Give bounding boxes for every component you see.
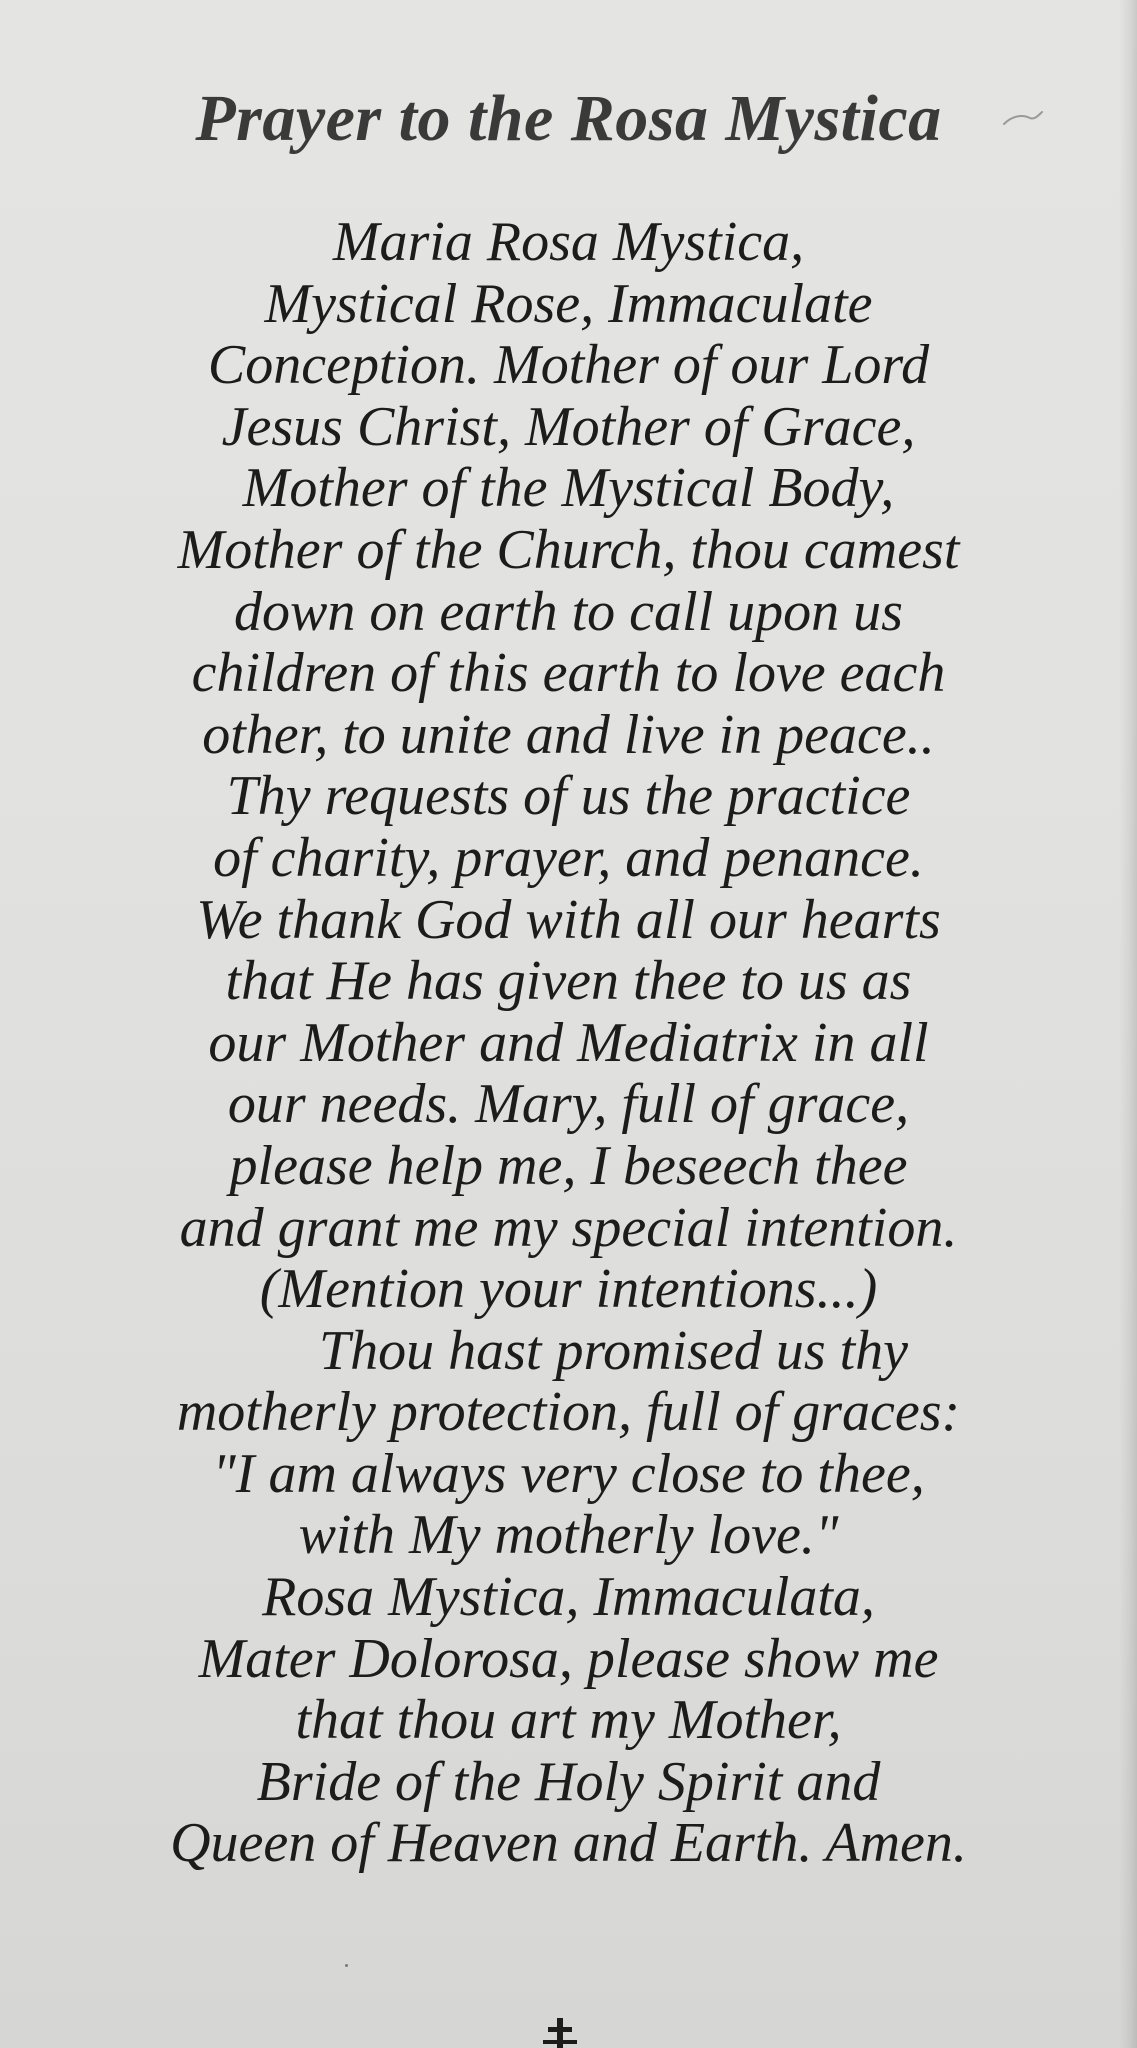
prayer-line: (Mention your intentions...) [259, 1258, 878, 1321]
prayer-line: Thy requests of us the practice [226, 765, 911, 828]
prayer-line: our needs. Mary, full of grace, [227, 1073, 910, 1136]
prayer-line: down on earth to call upon us [234, 580, 903, 643]
prayer-line: Mater Dolorosa, please show me [198, 1627, 939, 1690]
prayer-line: Maria Rosa Mystica, [332, 211, 805, 273]
prayer-line: motherly protection, full of graces: [176, 1381, 961, 1444]
prayer-line: Mother of the Church, thou camest [177, 518, 960, 581]
prayer-line: with My motherly love." [298, 1504, 839, 1567]
cross-icon [540, 2018, 580, 2048]
prayer-line: Rosa Mystica, Immaculata, [262, 1566, 875, 1629]
prayer-line: other, to unite and live in peace.. [202, 703, 935, 766]
prayer-line: please help me, I beseech thee [229, 1134, 908, 1197]
prayer-line: that He has given thee to us as [225, 950, 912, 1013]
prayer-line: children of this earth to love each [191, 642, 946, 705]
prayer-line: Bride of the Holy Spirit and [256, 1750, 881, 1813]
prayer-text [0, 212, 1137, 1875]
prayer-line: Conception. Mother of our Lord [207, 334, 930, 397]
paper-speck [345, 1964, 348, 1967]
pen-mark-icon [1002, 108, 1044, 130]
prayer-line: our Mother and Mediatrix in all [208, 1011, 929, 1074]
prayer-line: of charity, prayer, and penance. [213, 826, 924, 889]
prayer-line: "I am always very close to thee, [212, 1442, 925, 1505]
prayer-line: that thou art my Mother, [295, 1689, 842, 1752]
prayer-line: and grant me my special intention. [179, 1196, 958, 1259]
prayer-line: Mother of the Mystical Body, [242, 457, 895, 520]
prayer-line: Queen of Heaven and Earth. Amen. [170, 1812, 967, 1875]
prayer-line: We thank God with all our hearts [196, 888, 941, 951]
prayer-line: Mystical Rose, Immaculate [264, 272, 873, 335]
prayer-title: Prayer to the Rosa Mystica [195, 82, 942, 155]
prayer-line: Thou hast promised us thy [318, 1319, 909, 1382]
prayer-line: Jesus Christ, Mother of Grace, [221, 395, 916, 458]
